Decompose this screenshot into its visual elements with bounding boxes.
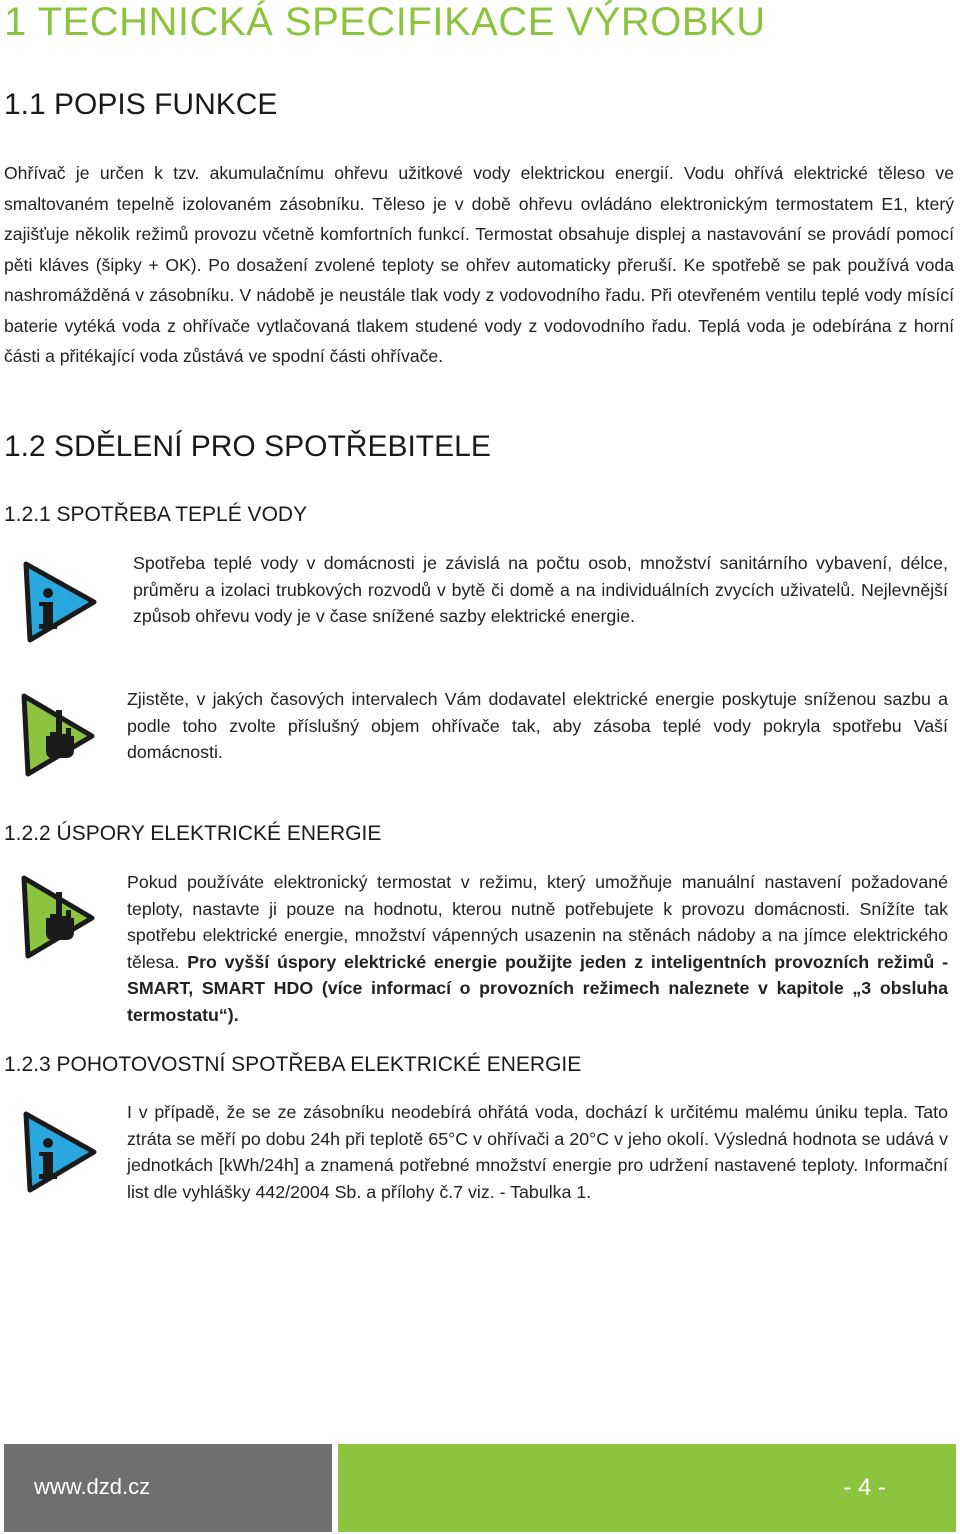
main-heading: 1 TECHNICKÁ SPECIFIKACE VÝROBKU [4, 0, 766, 44]
pointing-hand-icon [18, 690, 96, 780]
section-title-1-2-3: 1.2.3 POHOTOVOSTNÍ SPOTŘEBA ELEKTRICKÉ ENERGIE [4, 1053, 582, 1076]
section-title-1-1: 1.1 POPIS FUNKCE [4, 88, 278, 121]
section-text-1-1: Ohřívač je určen k tzv. akumulačnímu ohřevu užitkové vody elektrickou energií. Vodu ohřívá elektrické těleso ve smaltovaném tepelně izolovaném zásobníku. Těleso je v době ohřevu ovládáno elektronickým termostatem E1, který zajišťuje několik režimů provozu včetně komfortních funkcí. Termostat obsahuje displej a nastavování se provádí pomocí pěti kláves (šipky + OK). Po dosažení zvolené teploty se ohřev automaticky přeruší. Ke spotřebě se pak používá voda nashromážděná v zásobníku. V nádobě je neustále tlak vody z vodovodního řadu. Při otevřeném ventilu teplé vody mísící baterie vytéká voda z ohřívače vytlačovaná tlakem studené vody z vodovodního řadu. Teplá voda je odebírána z horní části a přitékající voda zůstává ve spodní části ohřívače. [4, 163, 954, 366]
footer-url[interactable]: www.dzd.cz [34, 1474, 151, 1499]
info-icon [20, 560, 98, 644]
pointing-hand-icon [18, 872, 96, 962]
section-title-1-2-2: 1.2.2 ÚSPORY ELEKTRICKÉ ENERGIE [4, 822, 382, 845]
section-title-1-2: 1.2 SDĚLENÍ PRO SPOTŘEBITELE [4, 430, 491, 463]
note-reduced-tariff: Zjistěte, v jakých časových intervalech Vám dodavatel elektrické energie poskytuje sníženou sazbu a podle toho zvolte příslušný objem ohřívače tak, aby zásoba teplé vody pokryla spotřebu Vaší domácnosti. [127, 689, 948, 762]
note-standby-consumption: I v případě, že se ze zásobníku neodebírá ohřátá voda, dochází k určitému malému úniku tepla. Tato ztráta se měří po dobu 24h při teplotě 65°C v ohřívači a 20°C v jeho okolí. Výsledná hodnota se udává v jednotkách [kWh/24h] a znamená potřebné množství energie pro udržení nastavené teploty. Informační list dle vyhlášky 442/2004 Sb. a přílohy č.7 viz. - Tabulka 1. [127, 1102, 948, 1202]
section-title-1-2-1: 1.2.1 SPOTŘEBA TEPLÉ VODY [4, 503, 308, 526]
note-energy-savings-bold: Pro vyšší úspory elektrické energie použijte jeden z inteligentních provozních režimů - SMART, SMART HDO (více informací o provozních režimech naleznete v kapitole „3 obsluha termostatu“). [127, 951, 948, 1025]
info-icon [20, 1110, 98, 1194]
footer-left-bar [4, 1444, 332, 1532]
footer-right-bar [338, 1444, 956, 1532]
page-number: - 4 - [843, 1474, 886, 1501]
note-hot-water-consumption: Spotřeba teplé vody v domácnosti je závislá na počtu osob, množství sanitárního vybavení, délce, průměru a izolaci trubkových rozvodů v bytě či domě a na individuálních zvycích uživatelů. Nejlevnější způsob ohřevu vody je v čase snížené sazby elektrické energie. [133, 553, 948, 626]
note-energy-savings [127, 869, 948, 1028]
note-energy-savings-text: Pokud používáte elektronický termostat v režimu, který umožňuje manuální nastavení požadované teploty, nastavte ji pouze na hodnotu, kterou nutně potřebujete k provozu domácnosti. Snížíte tak spotřebu elektrické energie, množství vápenných usazenin na stěnách nádoby a na jímce elektrického tělesa. [127, 872, 948, 972]
